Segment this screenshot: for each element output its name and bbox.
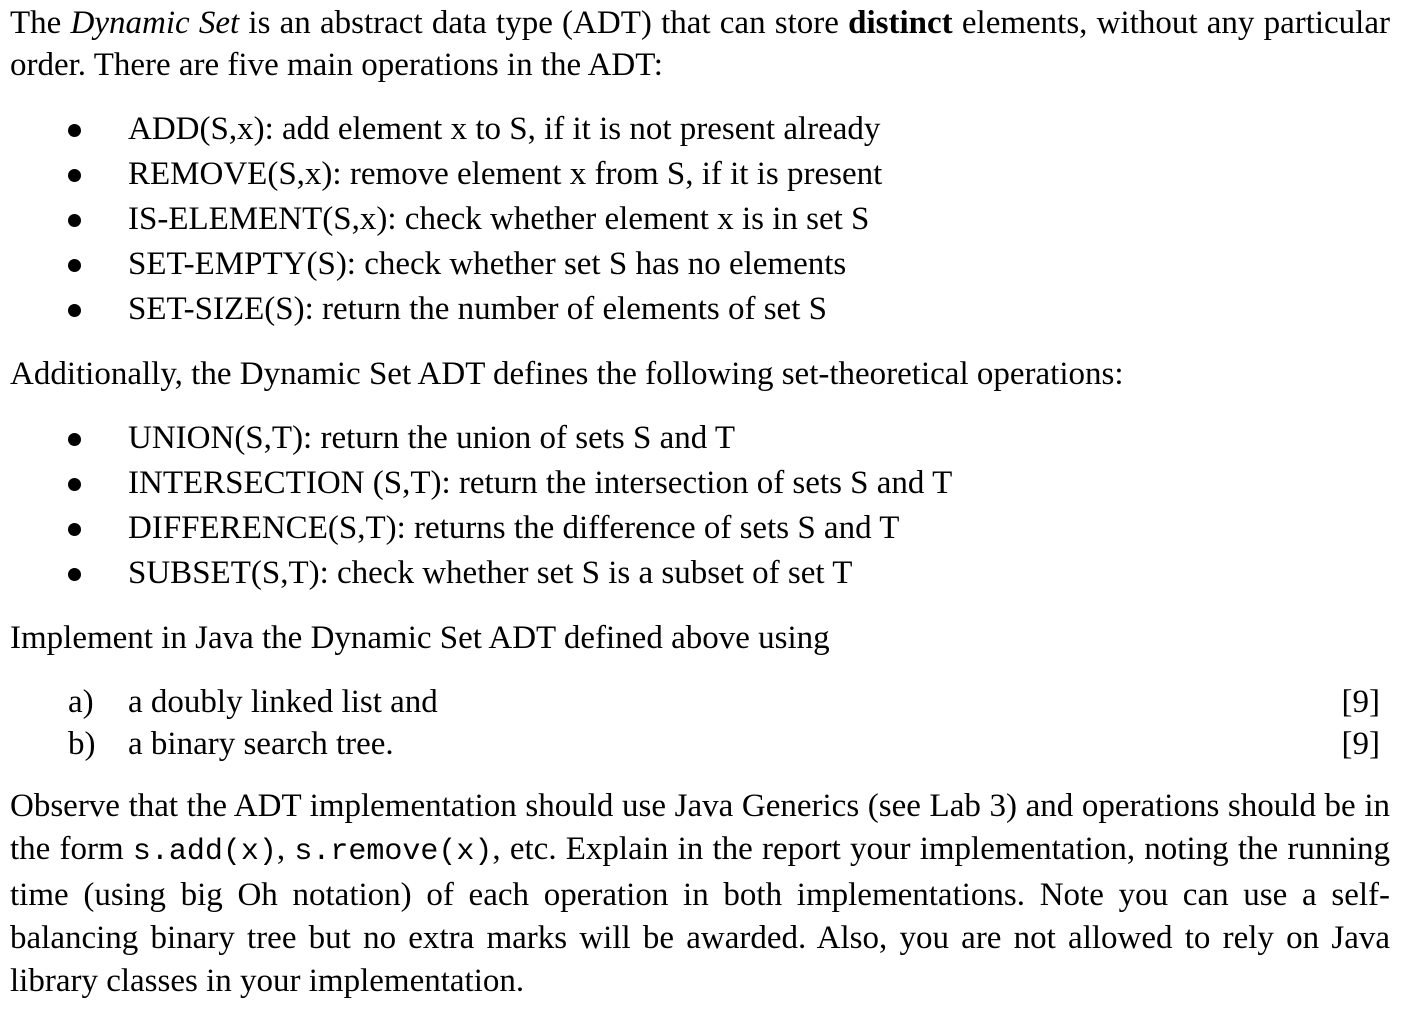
additional-intro: Additionally, the Dynamic Set ADT defines the following set-theoretical operations: xyxy=(10,356,1124,392)
part-item xyxy=(10,681,1390,723)
operation-intersection: INTERSECTION (S,T): return the intersection of sets S and T xyxy=(128,465,953,501)
operation-subset: SUBSET(S,T): check whether set S is a subset of set T xyxy=(128,555,853,591)
bullet-icon xyxy=(68,124,81,137)
intro-paragraph xyxy=(10,2,1390,86)
part-marks: [9] xyxy=(1341,684,1380,720)
bullet-icon xyxy=(68,169,81,182)
final-separator: , xyxy=(276,831,295,867)
bullet-icon xyxy=(68,523,81,536)
part-letter: a) xyxy=(68,684,94,720)
main-operations-list xyxy=(10,108,1390,333)
bullet-icon xyxy=(68,433,81,446)
list-item xyxy=(10,288,1390,333)
implementation-parts xyxy=(10,681,1390,765)
bullet-icon xyxy=(68,568,81,581)
final-paragraph xyxy=(10,785,1390,1003)
implement-intro: Implement in Java the Dynamic Set ADT defined above using xyxy=(10,620,830,656)
intro-text-3: elements, without any particular order. There are five main operations in the ADT: xyxy=(10,5,1390,83)
bullet-icon xyxy=(68,259,81,272)
list-item xyxy=(10,153,1390,198)
intro-text-2: is an abstract data type (ADT) that can store xyxy=(239,5,849,41)
final-text-1: Observe that the ADT implementation should use Java Generics (see Lab 3) and operations should be in the form xyxy=(10,788,1390,867)
code-add: s.add(x) xyxy=(132,835,277,869)
bullet-icon xyxy=(68,214,81,227)
operation-set-size: SET-SIZE(S): return the number of elements of set S xyxy=(128,291,827,327)
bullet-icon xyxy=(68,304,81,317)
part-marks: [9] xyxy=(1341,726,1380,762)
part-text: a doubly linked list and xyxy=(128,684,438,720)
assignment-document xyxy=(10,2,1390,1003)
list-item xyxy=(10,243,1390,288)
operation-set-empty: SET-EMPTY(S): check whether set S has no elements xyxy=(128,246,847,282)
distinct-emphasis: distinct xyxy=(848,5,953,41)
set-operations-list xyxy=(10,417,1390,597)
part-letter: b) xyxy=(68,726,96,762)
operation-is-element: IS-ELEMENT(S,x): check whether element x is in set S xyxy=(128,201,870,237)
list-item xyxy=(10,507,1390,552)
dynamic-set-term: Dynamic Set xyxy=(70,5,240,41)
operation-remove: REMOVE(S,x): remove element x from S, if it is present xyxy=(128,156,883,192)
list-item xyxy=(10,198,1390,243)
list-item xyxy=(10,552,1390,597)
final-text-2: , etc. Explain in the report your implementation, noting the running time (using big Oh notation) of each operation in both implementations. Note you can use a self-balancing binary tree but no extra marks will be awarded. Also, you are not allowed to rely on Java library classes in your implementation. xyxy=(10,831,1390,999)
part-text: a binary search tree. xyxy=(128,726,394,762)
list-item xyxy=(10,417,1390,462)
list-item xyxy=(10,462,1390,507)
operation-add: ADD(S,x): add element x to S, if it is not present already xyxy=(128,111,881,147)
bullet-icon xyxy=(68,478,81,491)
part-item xyxy=(10,723,1390,765)
code-remove: s.remove(x) xyxy=(294,835,493,869)
intro-text-1: The xyxy=(10,5,71,41)
operation-difference: DIFFERENCE(S,T): returns the difference of sets S and T xyxy=(128,510,900,546)
operation-union: UNION(S,T): return the union of sets S and T xyxy=(128,420,736,456)
list-item xyxy=(10,108,1390,153)
